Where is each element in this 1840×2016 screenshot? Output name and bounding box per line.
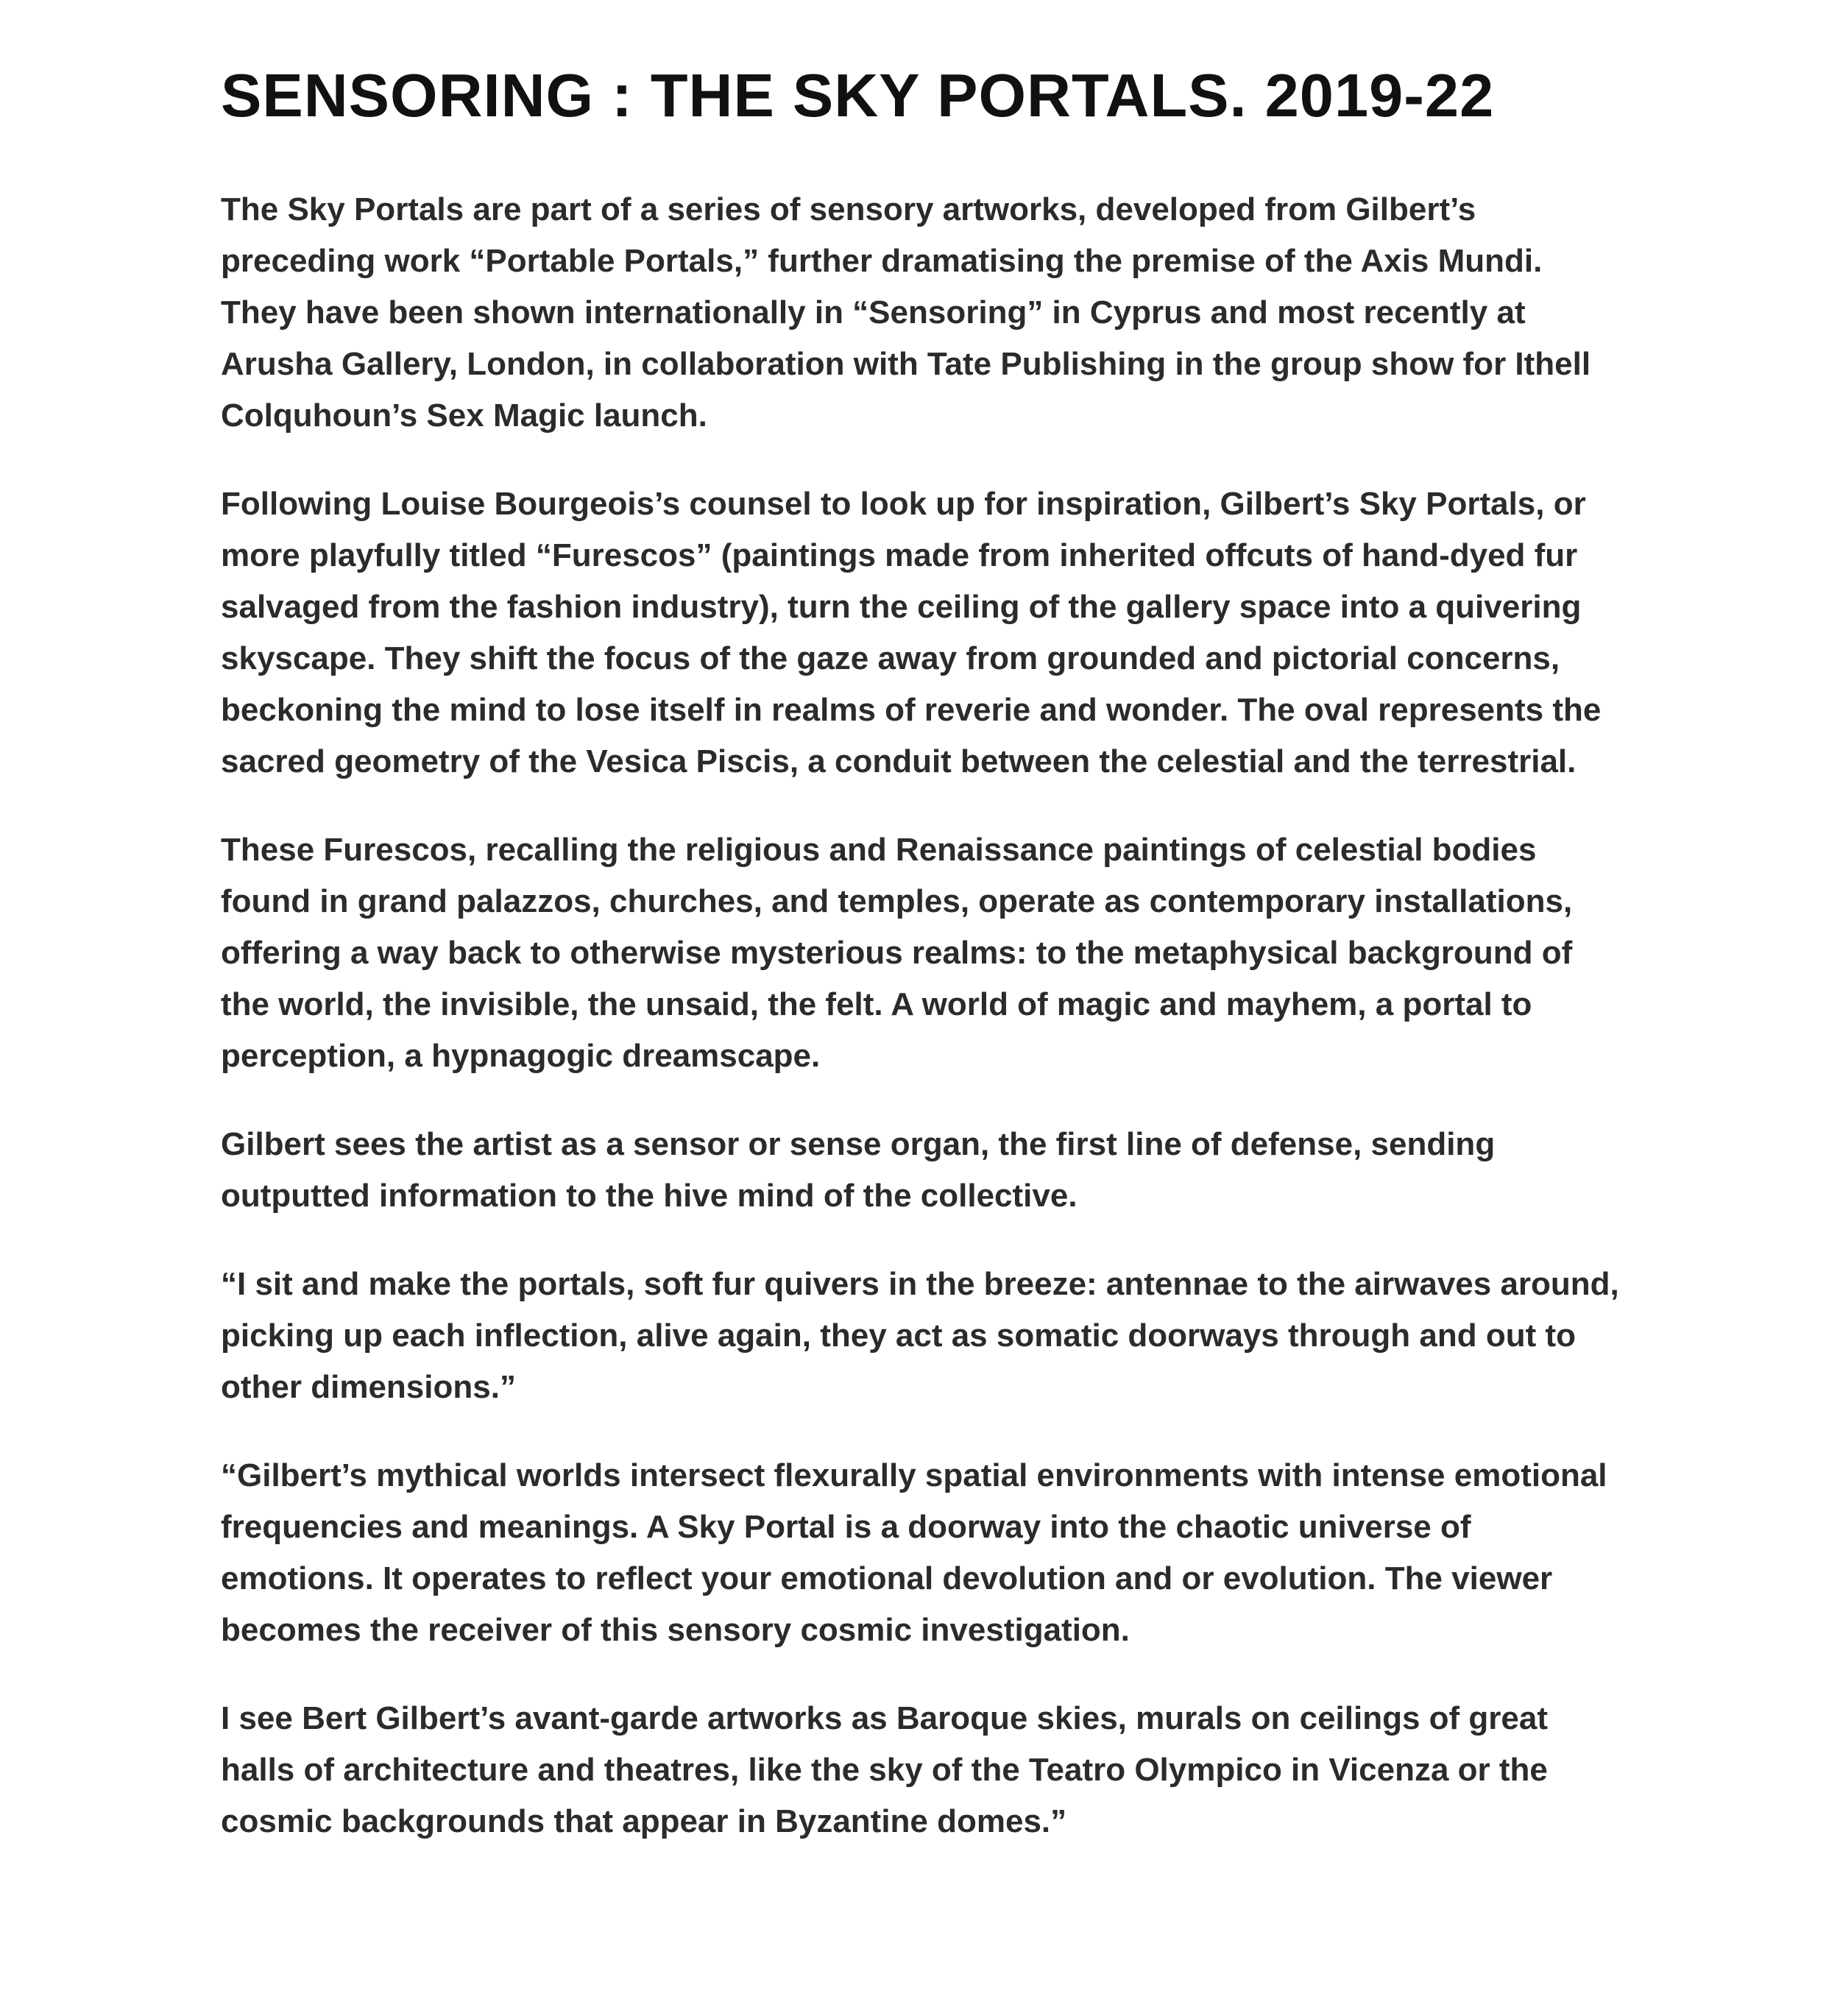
article-paragraph: The Sky Portals are part of a series of sensory artworks, developed from Gilbert’s preceding work “Portable Portals,” further dramatising the premise of the Axis Mundi. They have been shown internationally in “Sensoring” in Cyprus and most recently at Arusha Gallery, London, in collaboration with Tate Publishing in the group show for Ithell Colquhoun’s Sex Magic launch. xyxy=(221,191,1591,434)
article-paragraph: These Furescos, recalling the religious and Renaissance paintings of celestial bodies found in grand palazzos, churches, and temples, operate as contemporary installations, offering a way back to otherwise mysterious realms: to the metaphysical background of the world, the invisible, the unsaid, the felt. A world of magic and mayhem, a portal to perception, a hypnagogic dreamscape. xyxy=(221,832,1573,1074)
article-quote: “Gilbert’s mythical worlds intersect flexurally spatial environments with intense emotional frequencies and meanings. A Sky Portal is a doorway into the chaotic universe of emotions. It operates to reflect your emotional devolution and or evolution. The viewer becomes the receiver of this sensory cosmic investigation. xyxy=(221,1457,1607,1648)
article-paragraph: Gilbert sees the artist as a sensor or sense organ, the first line of defense, sending outputted information to the hive mind of the collective. xyxy=(221,1126,1496,1214)
article-quote: “I sit and make the portals, soft fur quivers in the breeze: antennae to the airwaves around, picking up each inflection, alive again, they act as somatic doorways through and out to other dimensions.” xyxy=(221,1266,1619,1405)
article-paragraph: Following Louise Bourgeois’s counsel to look up for inspiration, Gilbert’s Sky Portals, or more playfully titled “Furescos” (paintings made from inherited offcuts of hand-dyed fur salvaged from the fashion industry), turn the ceiling of the gallery space into a quivering skyscape. They shift the focus of the gaze away from grounded and pictorial concerns, beckoning the mind to lose itself in realms of reverie and wonder. The oval represents the sacred geometry of the Vesica Piscis, a conduit between the celestial and the terrestrial. xyxy=(221,486,1602,779)
page-title: SENSORING : THE SKY PORTALS. 2019-22 xyxy=(221,61,1495,130)
article xyxy=(221,59,1619,1884)
article-quote: I see Bert Gilbert’s avant-garde artworks as Baroque skies, murals on ceilings of great halls of architecture and theatres, like the sky of the Teatro Olympico in Vicenza or the cosmic backgrounds that appear in Byzantine domes.” xyxy=(221,1700,1549,1839)
